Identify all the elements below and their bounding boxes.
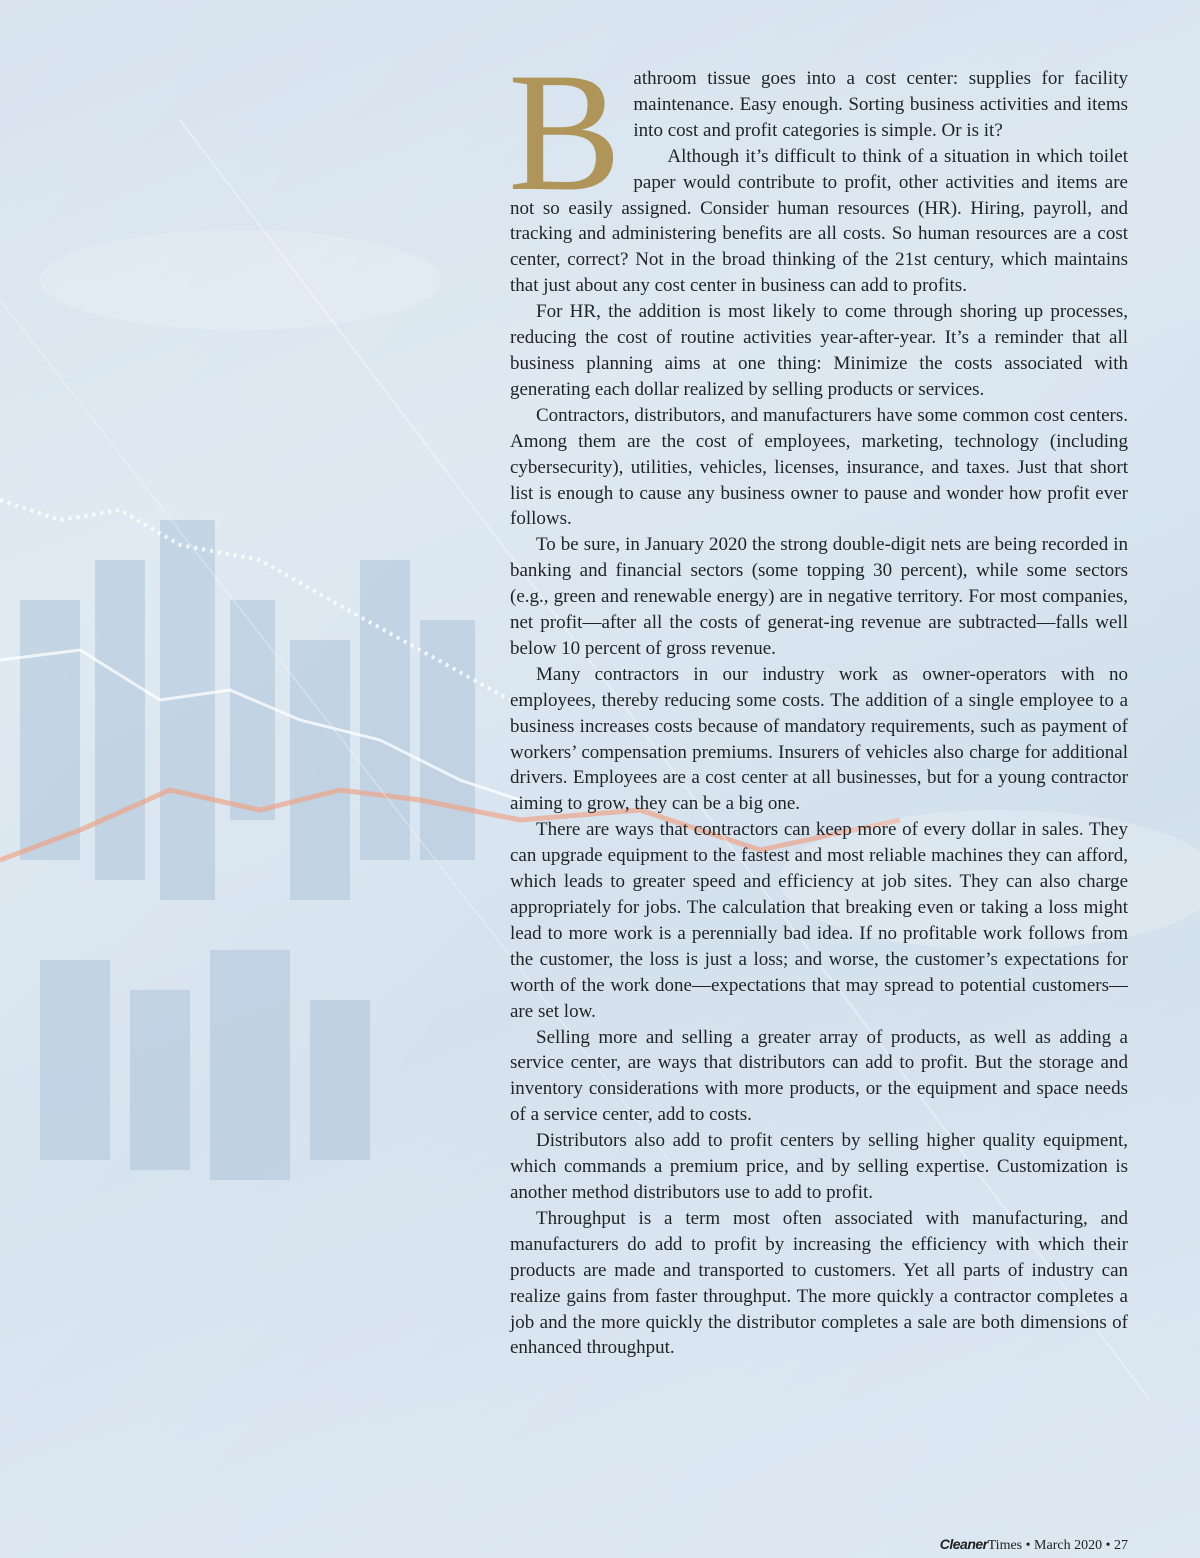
footer-separator: • — [1105, 1538, 1111, 1553]
page-number: 27 — [1114, 1538, 1128, 1553]
magazine-brand-rest: Times — [987, 1538, 1023, 1553]
paragraph-9: Distributors also add to profit centers by selling higher quality equipment, which commands a premium price, and by selling expertise. Customization is another method distributors use to add to profit. — [510, 1130, 1128, 1203]
paragraph-8: Selling more and selling a greater array of products, as well as adding a service center, are ways that distributors can add to profit. But the storage and inventory considerations with more products, or the equipment and space needs of a service center, add to costs. — [510, 1026, 1128, 1126]
paragraph-4: Contractors, distributors, and manufacturers have some common cost centers. Among them are the cost of employees, marketing, technology (including cybersecurity), utilities, vehicles, licenses, insurance, and taxes. Just that short list is enough to cause any business owner to pause and wonder how profit ever follows. — [510, 404, 1128, 530]
paragraph-3: For HR, the addition is most likely to come through shoring up processes, reducing the cost of routine activities year-after-year. It’s a reminder that all business planning aims at one thing: Minimize the costs associated with generating each dollar realized by selling products or services. — [510, 301, 1128, 400]
paragraph-10: Throughput is a term most often associated with manufacturing, and manufacturers do add to profit by increasing the efficiency with which their products are made and transported to customers. Yet all parts of industry can realize gains from faster throughput. The more quickly a contractor completes a job and the more quickly the distributor completes a sale are both dimensions of enhanced throughput. — [510, 1207, 1128, 1359]
issue-date: March 2020 — [1034, 1538, 1103, 1553]
article-body — [508, 38, 1128, 1361]
paragraph-2: Although it’s difficult to think of a situation in which toilet paper would contribute to profit, other activities and items are not so easily assigned. Consider human resources (HR). Hiring, payroll, and tracking and administering benefits are all costs. So human resources are a cost center, correct? Not in the broad thinking of the 21st century, which maintains that just about any cost center in business can add to profits. — [510, 145, 1128, 297]
paragraph-7: There are ways that contractors can keep more of every dollar in sales. They can upgrade equipment to the fastest and most reliable machines they can afford, which leads to greater speed and efficiency at job sites. They can also charge appropriately for jobs. The calculation that breaking even or taking a loss might lead to more work is a perennially bad idea. If no profitable work follows from the customer, the loss is just a loss; and worse, the customer’s expectations for worth of the work done—expectations that may spread to potential customers—are set low. — [510, 819, 1128, 1022]
footer-separator: • — [1025, 1538, 1031, 1553]
drop-cap: B — [508, 38, 622, 226]
page-footer — [940, 1536, 1128, 1554]
paragraph-6: Many contractors in our industry work as owner-operators with no employees, thereby reducing some costs. The addition of a single employee to a business increases costs because of mandatory requirements, such as payment of workers’ compensation premiums. Insurers of vehicles also charge for additional drivers. Employees are a cost center at all businesses, but for a young contractor aiming to grow, they can be a big one. — [510, 663, 1128, 815]
paragraph-5: To be sure, in January 2020 the strong double-digit nets are being recorded in banking and financial sectors (some topping 30 percent), while some sectors (e.g., green and renewable energy) are in negative territory. For most companies, net profit—after all the costs of generat-ing revenue are subtracted—falls well below 10 percent of gross revenue. — [510, 534, 1128, 659]
magazine-brand: Cleaner — [939, 1536, 988, 1552]
paragraph-1-text: athroom tissue goes into a cost center: supplies for facility maintenance. Easy enough. Sorting business activities and items into cost and profit categories is simple. Or is it? — [633, 68, 1128, 141]
